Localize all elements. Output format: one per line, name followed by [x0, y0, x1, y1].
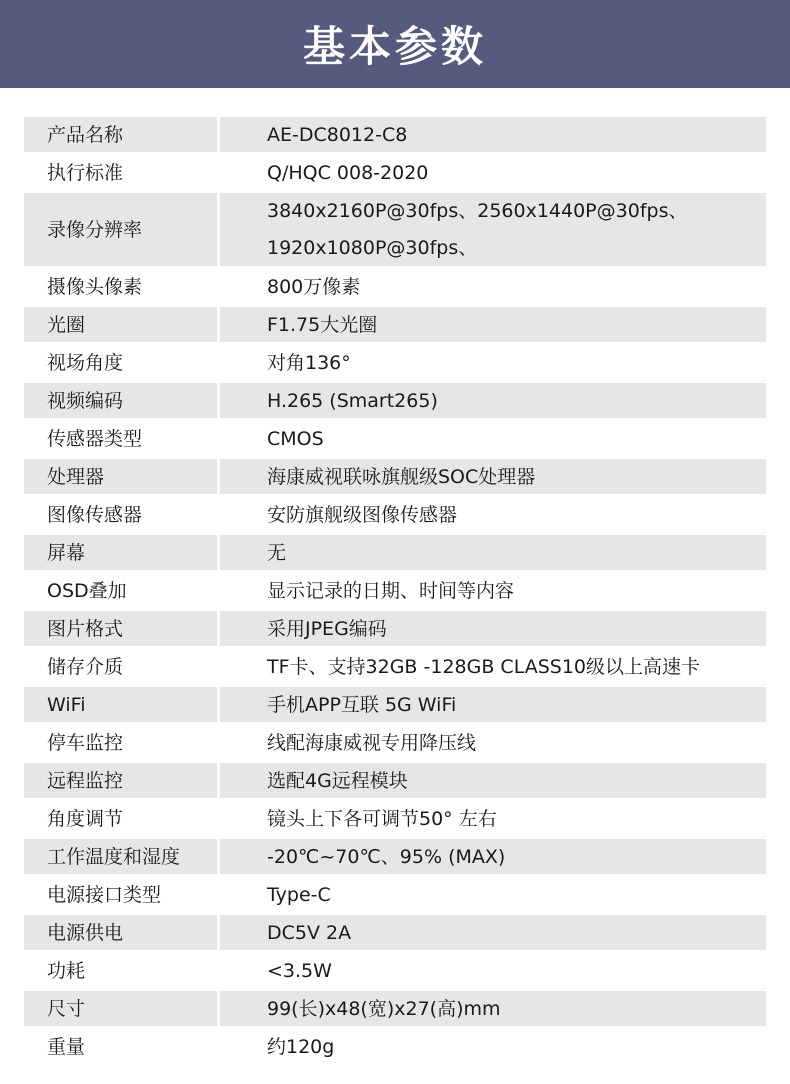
table-row [24, 1029, 766, 1064]
page-header [0, 0, 790, 88]
spec-label: 停车监控 [47, 731, 124, 754]
table-row [24, 459, 766, 494]
spec-label: 储存介质 [47, 655, 124, 678]
spec-value: 无 [220, 535, 766, 570]
spec-value: 约120g [267, 1035, 335, 1058]
spec-label: 重量 [47, 1035, 86, 1058]
table-row [24, 915, 766, 950]
table-row [24, 953, 766, 988]
spec-label: 录像分辨率 [24, 193, 217, 266]
spec-table [24, 117, 766, 1067]
spec-label: OSD叠加 [47, 579, 127, 602]
table-row [24, 839, 766, 874]
spec-value-line: 3840x2160P@30fps、2560x1440P@30fps、 [267, 200, 688, 222]
spec-value: 采用JPEG编码 [220, 611, 766, 646]
spec-label: 传感器类型 [47, 427, 143, 450]
table-row [24, 611, 766, 646]
spec-label: 处理器 [24, 459, 217, 494]
table-row [24, 801, 766, 836]
spec-label: 远程监控 [24, 763, 217, 798]
table-row [24, 345, 766, 380]
table-row [24, 573, 766, 608]
spec-label: 功耗 [47, 959, 86, 982]
spec-value: 镜头上下各可调节50° 左右 [267, 807, 497, 830]
spec-value: -20℃~70℃、95% (MAX) [220, 839, 766, 874]
spec-value-line: 1920x1080P@30fps、 [267, 237, 478, 259]
spec-value: 选配4G远程模块 [220, 763, 766, 798]
spec-label: 视场角度 [47, 351, 124, 374]
spec-label: 光圈 [24, 307, 217, 342]
spec-value: H.265 (Smart265) [220, 383, 766, 418]
table-row [24, 535, 766, 570]
spec-label: 屏幕 [24, 535, 217, 570]
spec-value: Type-C [267, 883, 331, 906]
spec-label: 角度调节 [47, 807, 124, 830]
spec-label: 图像传感器 [47, 503, 143, 526]
spec-value: DC5V 2A [220, 915, 766, 950]
table-row [24, 497, 766, 532]
table-row [24, 763, 766, 798]
page-title: 基本参数 [302, 22, 487, 71]
table-row [24, 649, 766, 684]
spec-value: TF卡、支持32GB -128GB CLASS10级以上高速卡 [267, 655, 701, 678]
spec-value: 海康威视联咏旗舰级SOC处理器 [220, 459, 766, 494]
spec-value: <3.5W [267, 959, 332, 982]
spec-value: F1.75大光圈 [220, 307, 766, 342]
table-row [24, 687, 766, 722]
spec-label: 视频编码 [24, 383, 217, 418]
spec-value: 线配海康威视专用降压线 [267, 731, 477, 754]
spec-value [220, 193, 766, 266]
spec-label: 工作温度和湿度 [24, 839, 217, 874]
spec-label: 电源接口类型 [47, 883, 162, 906]
table-row [24, 193, 766, 266]
spec-value: 显示记录的日期、时间等内容 [267, 579, 515, 602]
table-row [24, 269, 766, 304]
table-row [24, 421, 766, 456]
spec-value: Q/HQC 008-2020 [267, 161, 429, 184]
spec-value: AE-DC8012-C8 [220, 117, 766, 152]
table-row [24, 155, 766, 190]
spec-label: 执行标准 [47, 161, 124, 184]
spec-value: 99(长)x48(宽)x27(高)mm [220, 991, 766, 1026]
table-row [24, 117, 766, 152]
table-row [24, 877, 766, 912]
table-row [24, 991, 766, 1026]
spec-value: 对角136° [267, 351, 351, 374]
spec-label: 产品名称 [24, 117, 217, 152]
table-row [24, 725, 766, 760]
table-row [24, 307, 766, 342]
spec-value: 安防旗舰级图像传感器 [267, 503, 458, 526]
spec-label: 电源供电 [24, 915, 217, 950]
spec-label: 摄像头像素 [47, 275, 143, 298]
spec-label: 图片格式 [24, 611, 217, 646]
spec-value: 手机APP互联 5G WiFi [220, 687, 766, 722]
spec-label: 尺寸 [24, 991, 217, 1026]
spec-value: 800万像素 [267, 275, 361, 298]
spec-label: WiFi [24, 687, 217, 722]
spec-value: CMOS [267, 427, 324, 450]
table-row [24, 383, 766, 418]
